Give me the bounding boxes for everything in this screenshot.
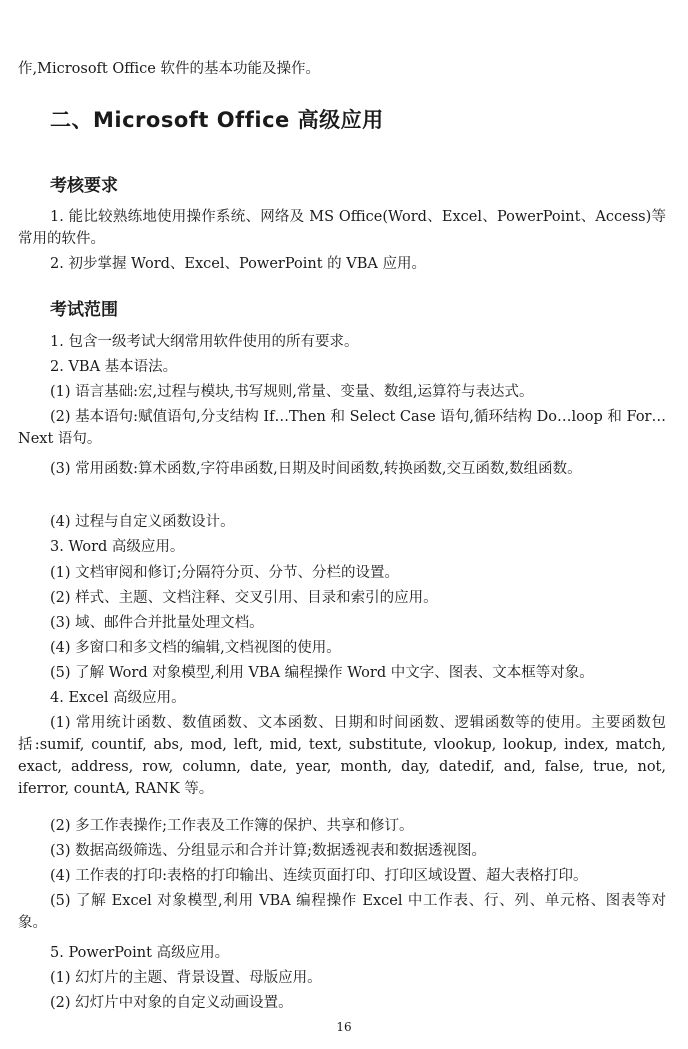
scope-item: (4) 过程与自定义函数设计。 bbox=[50, 514, 235, 530]
scope-item: 1. 包含一级考试大纲常用软件使用的所有要求。 bbox=[50, 334, 359, 350]
scope-item: (2) 多工作表操作;工作表及工作簿的保护、共享和修订。 bbox=[50, 818, 414, 834]
scope-item: (5) 了解 Excel 对象模型,利用 VBA 编程操作 Excel 中工作表、行、列、单元格、图表等对象。 bbox=[18, 893, 666, 931]
scope-item: (2) 基本语句:赋值语句,分支结构 If…Then 和 Select Case 语句,循环结构 Do…loop 和 For…Next 语句。 bbox=[18, 409, 666, 447]
scope-item: 3. Word 高级应用。 bbox=[50, 539, 185, 555]
scope-item: (3) 域、邮件合并批量处理文档。 bbox=[50, 615, 264, 631]
intro-line: 作,Microsoft Office 软件的基本功能及操作。 bbox=[18, 61, 320, 77]
scope-item: (3) 数据高级筛选、分组显示和合并计算;数据透视表和数据透视图。 bbox=[50, 843, 487, 859]
scope-item: 4. Excel 高级应用。 bbox=[50, 690, 186, 706]
scope-item: (5) 了解 Word 对象模型,利用 VBA 编程操作 Word 中文字、图表、文本框等对象。 bbox=[50, 665, 594, 681]
scope-item: (3) 常用函数:算术函数,字符串函数,日期及时间函数,转换函数,交互函数,数组函数。 bbox=[50, 461, 582, 477]
scope-item: (1) 常用统计函数、数值函数、文本函数、日期和时间函数、逻辑函数等的使用。主要函数包括:sumif, countif, abs, mod, left, mid, text, substitute, vlookup, lookup, index, match, exact, address, row, column, date, year, month, day, datedif, and, false, true, not, iferror, countA, RANK 等。 bbox=[18, 715, 666, 797]
page-number: 16 bbox=[336, 1020, 352, 1034]
requirement-item: 1. 能比较熟练地使用操作系统、网络及 MS Office(Word、Excel、PowerPoint、Access)等常用的软件。 bbox=[18, 209, 666, 247]
scope-item: (4) 工作表的打印:表格的打印输出、连续页面打印、打印区域设置、超大表格打印。 bbox=[50, 868, 588, 884]
scope-item: (1) 语言基础:宏,过程与模块,书写规则,常量、变量、数组,运算符与表达式。 bbox=[50, 384, 534, 400]
scope-item: (4) 多窗口和多文档的编辑,文档视图的使用。 bbox=[50, 640, 341, 656]
scope-heading: 考试范围 bbox=[50, 300, 118, 320]
requirements-heading: 考核要求 bbox=[50, 176, 118, 196]
scope-item: (1) 幻灯片的主题、背景设置、母版应用。 bbox=[50, 970, 322, 986]
scope-item: 5. PowerPoint 高级应用。 bbox=[50, 945, 230, 961]
section-title: 二、Microsoft Office 高级应用 bbox=[50, 108, 384, 132]
requirement-item: 2. 初步掌握 Word、Excel、PowerPoint 的 VBA 应用。 bbox=[50, 256, 426, 272]
scope-item: (2) 幻灯片中对象的自定义动画设置。 bbox=[50, 995, 293, 1011]
scope-item: 2. VBA 基本语法。 bbox=[50, 359, 178, 375]
scope-item: (2) 样式、主题、文档注释、交叉引用、目录和索引的应用。 bbox=[50, 590, 438, 606]
scope-item: (1) 文档审阅和修订;分隔符分页、分节、分栏的设置。 bbox=[50, 565, 400, 581]
